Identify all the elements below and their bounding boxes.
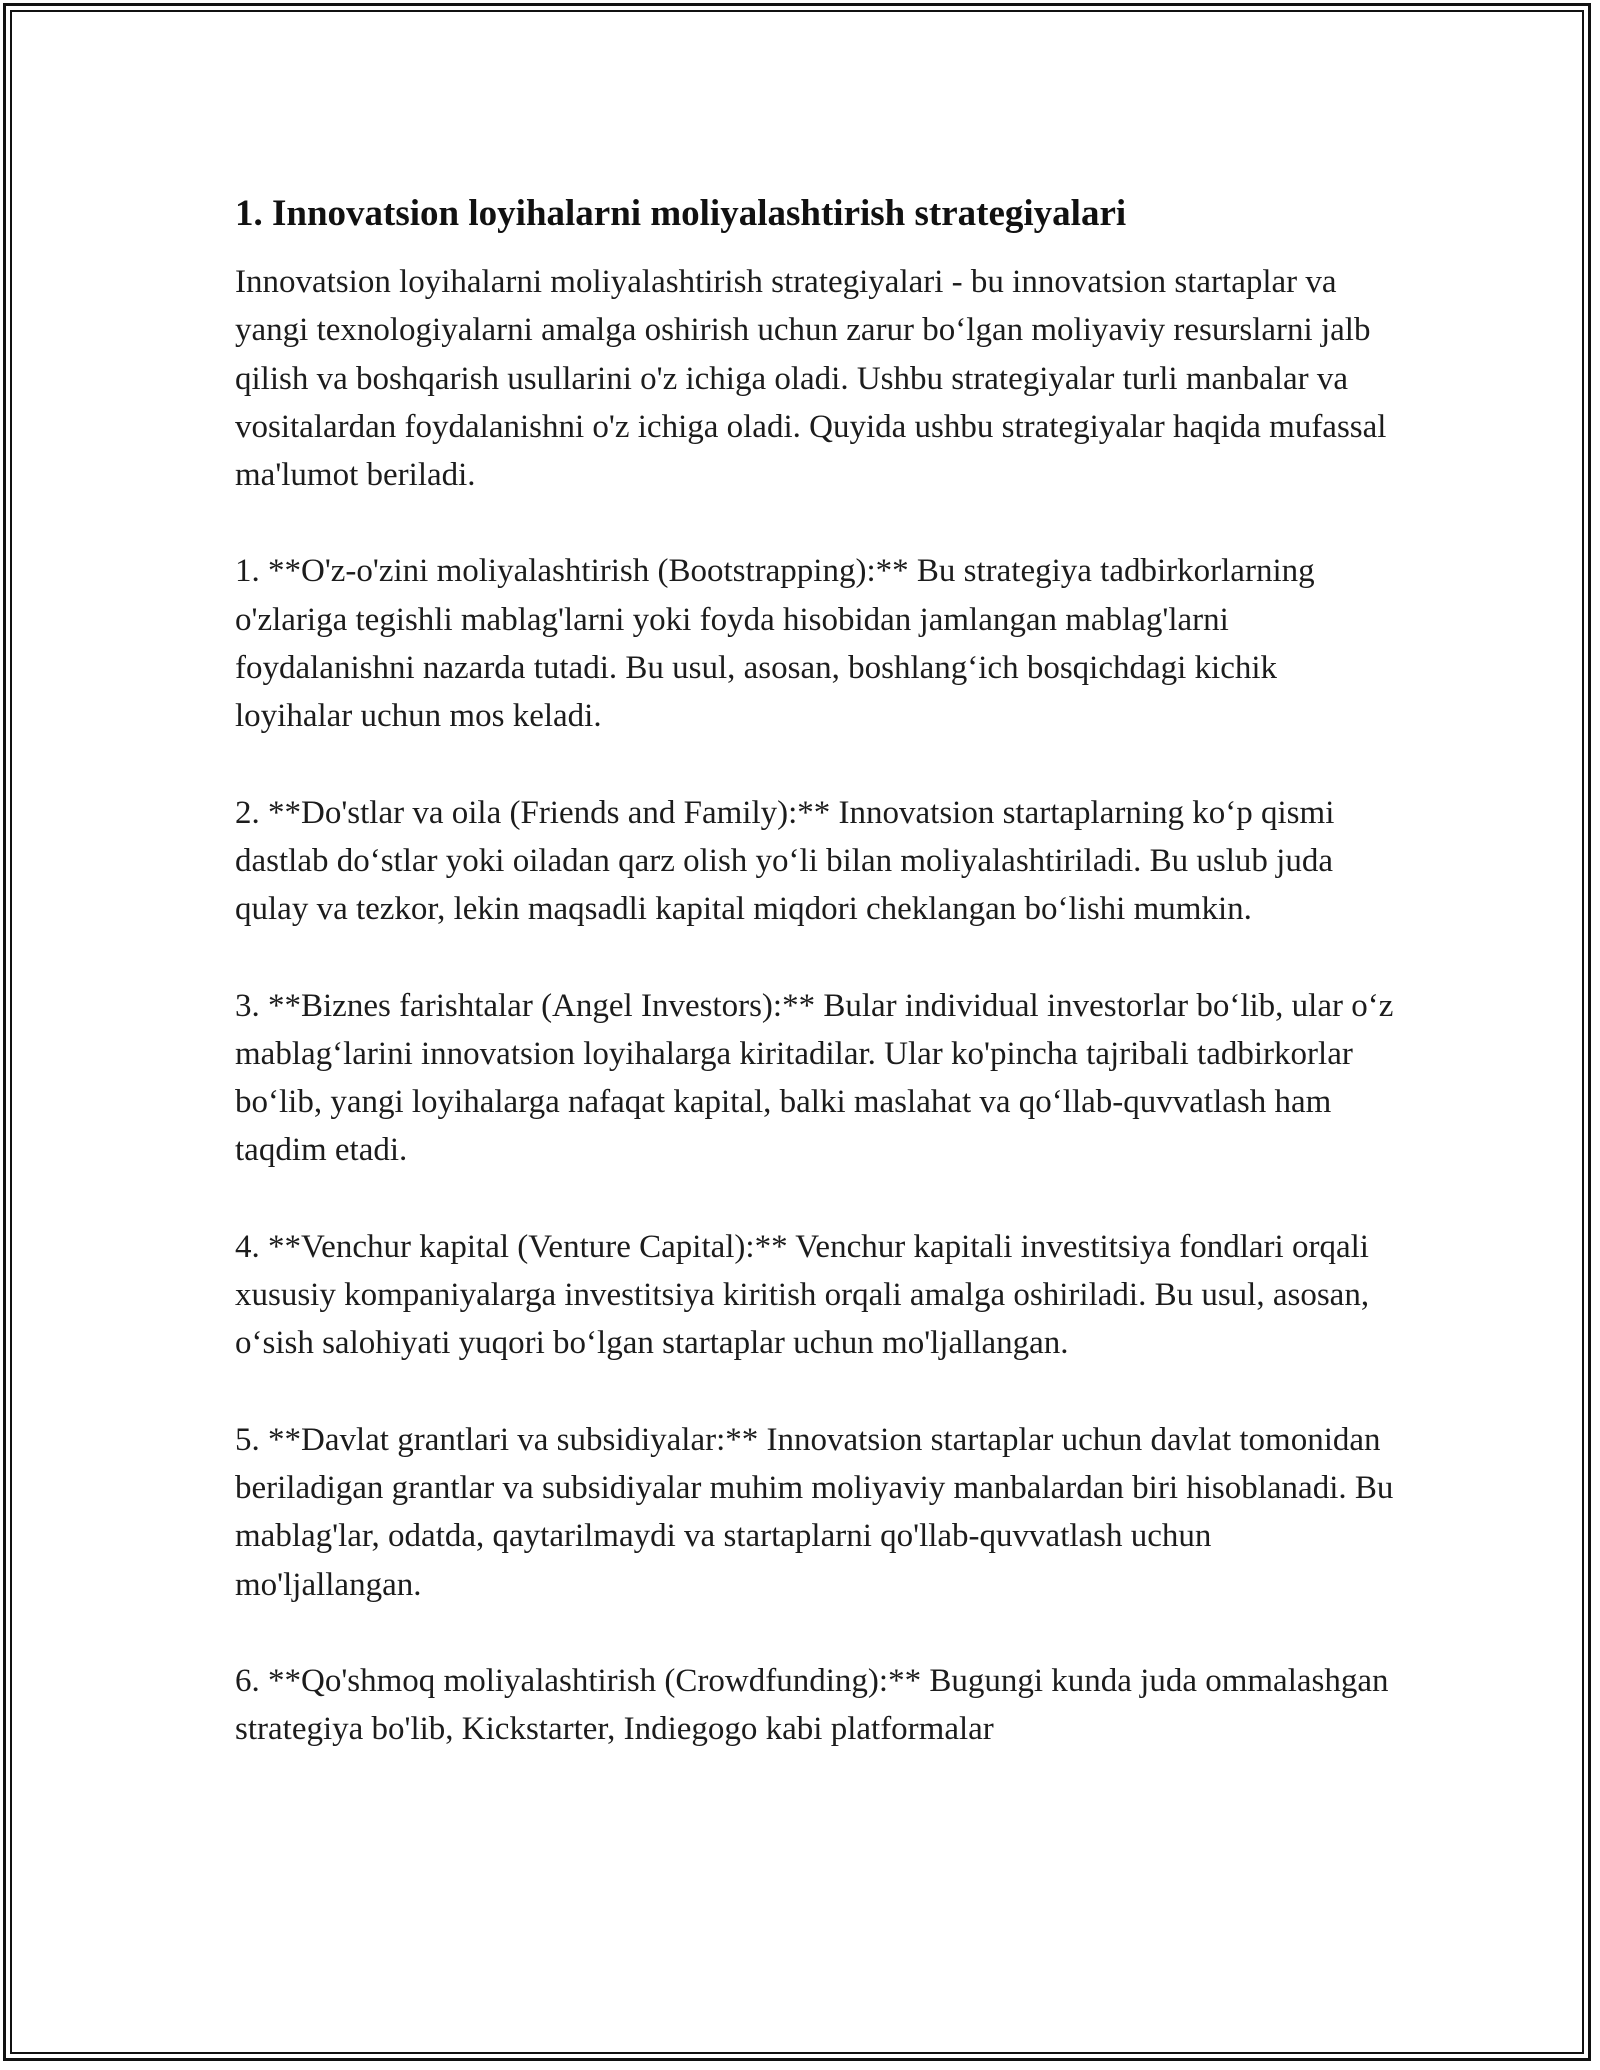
paragraph-intro: Innovatsion loyihalarni moliyalashtirish strategiyalari - bu innovatsion startaplar va yangi texnologiyalarni amalga oshirish uchun zarur bo‘lgan moliyaviy resurslarni jalb qilish va boshqarish usullarini o'z ichiga oladi. Ushbu strategiyalar turli manbalar va vositalardan foydalanishni o'z ichiga oladi. Quyida ushbu strategiyalar haqida mufassal ma'lumot beriladi.: [235, 264, 1387, 494]
paragraph-venture-capital: 4. **Venchur kapital (Venture Capital):** Venchur kapitali investitsiya fondlari orqali xususiy kompaniyalarga investitsiya kiritish orqali amalga oshiriladi. Bu usul, asosan, o‘sish salohiyati yuqori bo‘lgan startaplar uchun mo'ljallangan.: [235, 1228, 1370, 1362]
paragraph-government-grants: 5. **Davlat grantlari va subsidiyalar:** Innovatsion startaplar uchun davlat tomonidan beriladigan grantlar va subsidiyalar muhim moliyaviy manbalardan biri hisoblanadi. Bu mablag'lar, odatda, qaytarilmaydi va startaplarni qo'llab-quvvatlash uchun mo'ljallangan.: [235, 1421, 1394, 1603]
paragraph-crowdfunding: 6. **Qo'shmoq moliyalashtirish (Crowdfunding):** Bugungi kunda juda ommalashgan strategiya bo'lib, Kickstarter, Indiegogo kabi platformalar: [235, 1662, 1389, 1748]
paragraph-bootstrapping: 1. **O'z-o'zini moliyalashtirish (Bootstrapping):** Bu strategiya tadbirkorlarning o'zlariga tegishli mablag'larni yoki foyda hisobidan jamlangan mablag'larni foydalanishni nazarda tutadi. Bu usul, asosan, boshlang‘ich bosqichdagi kichik loyihalar uchun mos keladi.: [235, 553, 1315, 735]
paragraph-angel-investors: 3. **Biznes farishtalar (Angel Investors):** Bular individual investorlar bo‘lib, ular o‘z mablag‘larini innovatsion loyihalarga kiritadilar. Ular ko'pincha tajribali tadbirkorlar bo‘lib, yangi loyihalarga nafaqat kapital, balki maslahat va qo‘llab-quvvatlash ham taqdim etadi.: [235, 987, 1394, 1169]
document-body: [235, 190, 1395, 1801]
paragraph-friends-family: 2. **Do'stlar va oila (Friends and Family):** Innovatsion startaplarning ko‘p qismi dastlab do‘stlar yoki oiladan qarz olish yo‘li bilan moliyalashtiriladi. Bu uslub juda qulay va tezkor, lekin maqsadli kapital miqdori cheklangan bo‘lishi mumkin.: [235, 794, 1335, 928]
document-title: 1. Innovatsion loyihalarni moliyalashtirish strategiyalari: [235, 193, 1127, 234]
